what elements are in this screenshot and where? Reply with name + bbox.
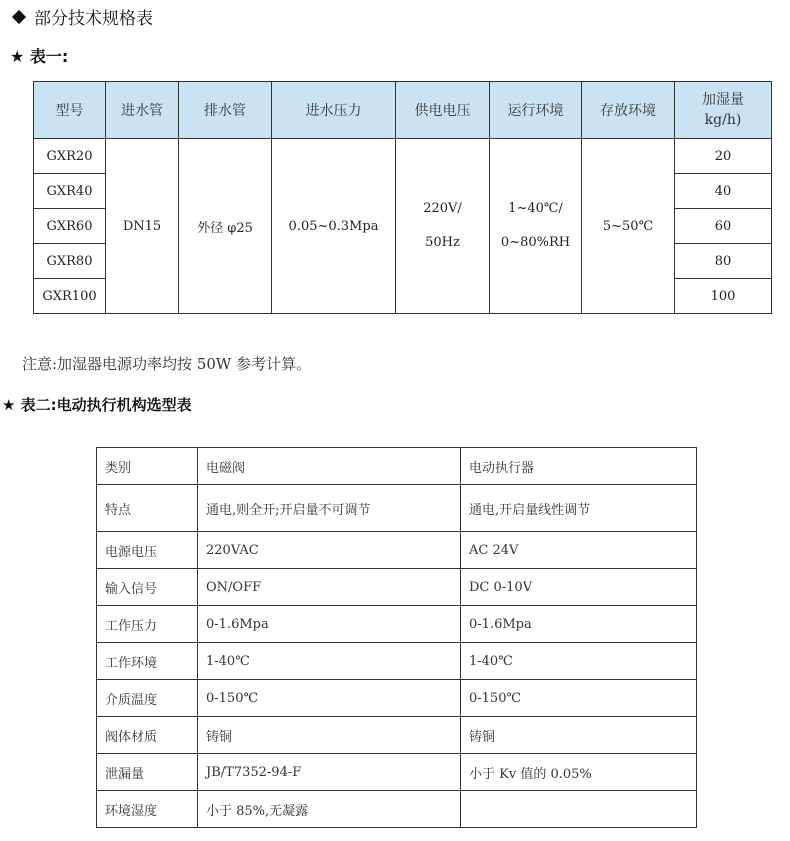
header-voltage: 供电电压 xyxy=(396,82,490,139)
humidification-cell: 20 xyxy=(675,139,772,174)
valve-cell: 电磁阀 xyxy=(198,448,461,485)
row-label-cell: 介质温度 xyxy=(97,680,198,717)
row-label-cell: 工作环境 xyxy=(97,643,198,680)
table-row xyxy=(97,532,697,569)
table-row xyxy=(97,754,697,791)
row-label-cell: 环境湿度 xyxy=(97,791,198,828)
diamond-icon xyxy=(12,10,26,24)
header-humidification: 加湿量 kg/h) xyxy=(675,82,772,139)
row-label-cell: 输入信号 xyxy=(97,569,198,606)
row-label-cell: 类别 xyxy=(97,448,198,485)
page-title xyxy=(10,4,153,29)
actuator-cell: 1-40℃ xyxy=(461,643,697,680)
header-run-env: 运行环境 xyxy=(490,82,582,139)
header-inlet: 进水管 xyxy=(106,82,179,139)
table-header-row xyxy=(34,82,772,139)
humidification-cell: 100 xyxy=(675,279,772,314)
spec-table xyxy=(33,81,772,314)
model-cell: GXR40 xyxy=(34,174,106,209)
valve-cell: 220VAC xyxy=(198,532,461,569)
voltage-line-2: 50Hz xyxy=(425,235,460,250)
table-row xyxy=(97,717,697,754)
power-note: 注意:加湿器电源功率均按 50W 参考计算。 xyxy=(22,355,312,373)
actuator-cell: 0-1.6Mpa xyxy=(461,606,697,643)
row-label-cell: 特点 xyxy=(97,485,198,532)
valve-cell: 0-1.6Mpa xyxy=(198,606,461,643)
humidification-cell: 80 xyxy=(675,244,772,279)
header-model: 型号 xyxy=(34,82,106,139)
valve-cell: 0-150℃ xyxy=(198,680,461,717)
row-label-cell: 电源电压 xyxy=(97,532,198,569)
run-env-line-2: 0~80%RH xyxy=(500,235,571,250)
run-env-line-1: 1~40℃/ xyxy=(508,201,563,216)
valve-cell: 铸铜 xyxy=(198,717,461,754)
page-title-text: 部分技术规格表 xyxy=(34,9,153,29)
run-env-cell xyxy=(490,139,582,314)
actuator-cell: 电动执行器 xyxy=(461,448,697,485)
header-pressure: 进水压力 xyxy=(272,82,396,139)
storage-env-cell: 5~50℃ xyxy=(582,139,675,314)
table1-label: ★ 表一: xyxy=(10,47,69,66)
model-cell: GXR80 xyxy=(34,244,106,279)
actuator-table xyxy=(96,447,697,828)
model-cell: GXR20 xyxy=(34,139,106,174)
valve-cell: 小于 85%,无凝露 xyxy=(198,791,461,828)
table-row xyxy=(97,485,697,532)
humidification-cell: 60 xyxy=(675,209,772,244)
row-label-cell: 阀体材质 xyxy=(97,717,198,754)
table2-label: ★ 表二:电动执行机构选型表 xyxy=(2,396,192,414)
pressure-cell: 0.05~0.3Mpa xyxy=(272,139,396,314)
table-row xyxy=(97,569,697,606)
table-row xyxy=(34,139,772,174)
actuator-cell xyxy=(461,791,697,828)
actuator-cell: DC 0-10V xyxy=(461,569,697,606)
valve-cell: 通电,则全开;开启量不可调节 xyxy=(198,485,461,532)
table-row xyxy=(97,791,697,828)
voltage-line-1: 220V/ xyxy=(423,201,462,216)
voltage-cell xyxy=(396,139,490,314)
table-row xyxy=(97,680,697,717)
drain-cell: 外径 φ25 xyxy=(179,139,272,314)
row-label-cell: 工作压力 xyxy=(97,606,198,643)
humidification-cell: 40 xyxy=(675,174,772,209)
table-row xyxy=(97,448,697,485)
valve-cell: 1-40℃ xyxy=(198,643,461,680)
header-drain: 排水管 xyxy=(179,82,272,139)
model-cell: GXR60 xyxy=(34,209,106,244)
valve-cell: JB/T7352-94-F xyxy=(198,754,461,791)
model-cell: GXR100 xyxy=(34,279,106,314)
inlet-cell: DN15 xyxy=(106,139,179,314)
header-storage-env: 存放环境 xyxy=(582,82,675,139)
actuator-cell: 铸铜 xyxy=(461,717,697,754)
actuator-cell: 通电,开启量线性调节 xyxy=(461,485,697,532)
actuator-cell: AC 24V xyxy=(461,532,697,569)
row-label-cell: 泄漏量 xyxy=(97,754,198,791)
table-row xyxy=(97,643,697,680)
table-row xyxy=(97,606,697,643)
actuator-cell: 小于 Kv 值的 0.05% xyxy=(461,754,697,791)
valve-cell: ON/OFF xyxy=(198,569,461,606)
actuator-cell: 0-150℃ xyxy=(461,680,697,717)
